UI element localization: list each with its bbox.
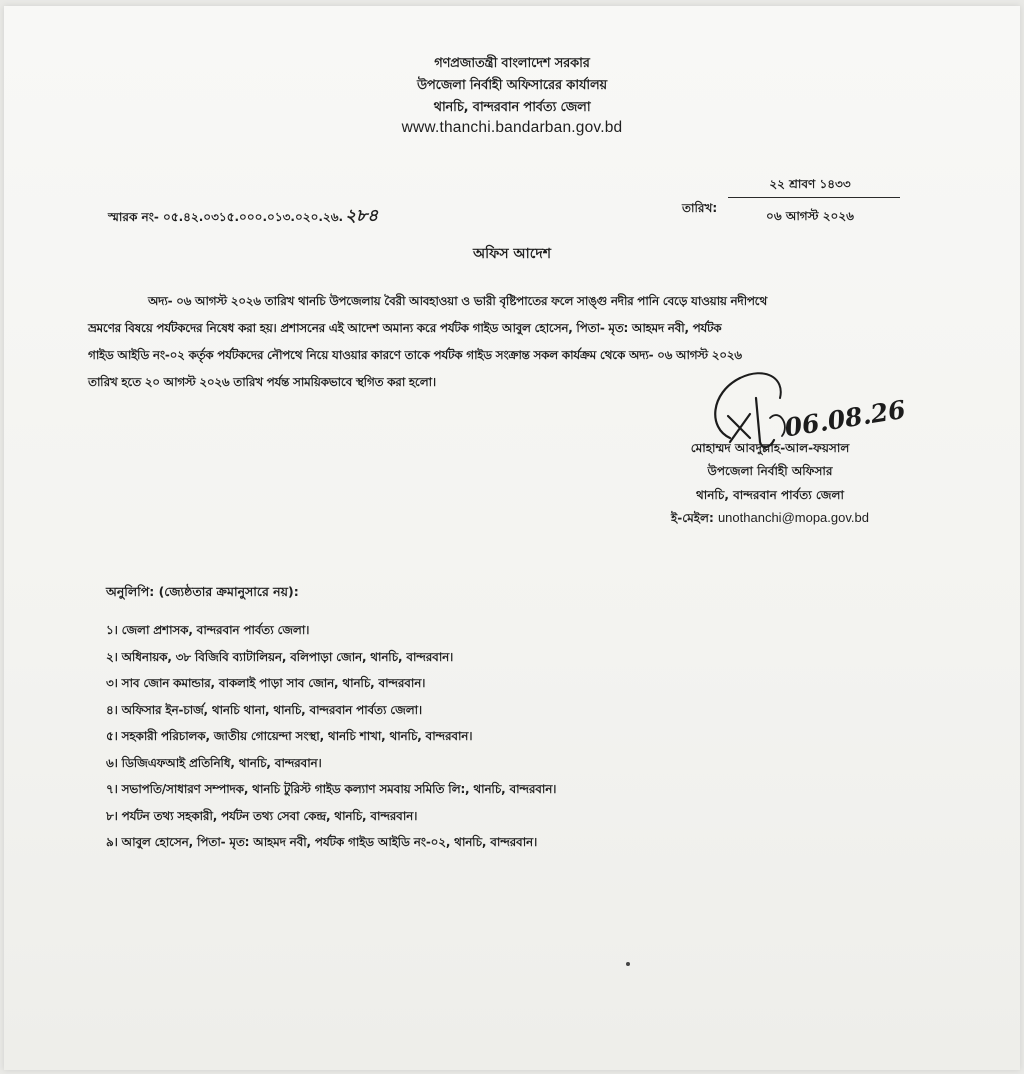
signatory-location: থানচি, বান্দরবান পার্বত্য জেলা — [696, 488, 844, 502]
copies-list — [106, 622, 556, 861]
date-label: তারিখ: — [682, 201, 718, 215]
body-line-3: গাইড আইডি নং-০২ কর্তৃক পর্যটকদের নৌপথে নিয়ে যাওয়ার কারণে তাকে পর্যটক গাইড সংক্রান্ত সকল কার্যক্রম থেকে অদ্য- ০৬ আগস্ট ২০২৬ — [88, 348, 742, 362]
list-item: ১। জেলা প্রশাসক, বান্দরবান পার্বত্য জেলা। — [106, 623, 310, 637]
email-address: unothanchi@mopa.gov.bd — [717, 510, 869, 525]
order-title: অফিস আদেশ — [472, 246, 552, 262]
document-page — [4, 6, 1020, 1070]
date-bangla: ২২ শ্রাবণ ১৪৩৩ — [769, 177, 851, 191]
date-english: ০৬ আগস্ট ২০২৬ — [766, 209, 854, 223]
list-item: ৬। ডিজিএফআই প্রতিনিধি, থানচি, বান্দরবান। — [106, 755, 322, 770]
list-item: ৯। আবুল হোসেন, পিতা- মৃত: আহমদ নবী, পর্যটক গাইড আইডি নং-০২, থানচি, বান্দরবান। — [106, 835, 538, 849]
signatory-name: মোহাম্মদ আবদুল্লাহ-আল-ফয়সাল — [690, 441, 850, 455]
list-item: ৮। পর্যটন তথ্য সহকারী, পর্যটন তথ্য সেবা কেন্দ্র, থানচি, বান্দরবান। — [106, 808, 418, 823]
list-item: ৪। অফিসার ইন-চার্জ, থানচি থানা, থানচি, বান্দরবান পার্বত্য জেলা। — [106, 702, 423, 717]
signatory-email — [640, 510, 900, 530]
memo-number — [108, 203, 378, 231]
header-website: www.thanchi.bandarban.gov.bd — [401, 119, 623, 136]
body-line-4: তারিখ হতে ২০ আগস্ট ২০২৬ তারিখ পর্যন্ত সাময়িকভাবে স্থগিত করা হলো। — [88, 375, 436, 389]
copies-title: অনুলিপি: (জ্যেষ্ঠতার ক্রমানুসারে নয়): — [106, 584, 299, 599]
date-divider — [728, 197, 900, 198]
list-item: ২। অধিনায়ক, ৩৮ বিজিবি ব্যাটালিয়ন, বলিপাড়া জোন, থানচি, বান্দরবান। — [106, 649, 454, 664]
email-label: ই-মেইল: — [671, 511, 714, 525]
header-location: থানচি, বান্দরবান পার্বত্য জেলা — [433, 100, 591, 115]
list-item: ৭। সভাপতি/সাধারণ সম্পাদক, থানচি টুরিস্ট গাইড কল্যাণ সমবায় সমিতি লি:, থানচি, বান্দরবান। — [106, 782, 557, 796]
signatory-designation: উপজেলা নির্বাহী অফিসার — [707, 464, 833, 478]
body-line-2: ভ্রমণের বিষয়ে পর্যটকদের নিষেধ করা হয়। প্রশাসনের এই আদেশ অমান্য করে পর্যটক গাইড আবুল হোসেন, পিতা- মৃত: আহমদ নবী, পর্যটক — [88, 321, 722, 335]
header-office: উপজেলা নির্বাহী অফিসারের কার্যালয় — [417, 78, 607, 93]
memo-number-printed: স্মারক নং- ০৫.৪২.০৩১৫.০০০.০১৩.০২০.২৬. — [108, 210, 344, 224]
list-item: ৫। সহকারী পরিচালক, জাতীয় গোয়েন্দা সংস্থা, থানচি শাখা, থানচি, বান্দরবান। — [106, 729, 473, 743]
ink-dot — [626, 962, 630, 966]
body-line-1: অদ্য- ০৬ আগস্ট ২০২৬ তারিখ থানচি উপজেলায় বৈরী আবহাওয়া ও ভারী বৃষ্টিপাতের ফলে সাঙ্গু নদীর পানি বেড়ে যাওয়ায় নদীপথে — [148, 294, 767, 308]
handwritten-date: 06.08.26 — [782, 394, 908, 443]
header-government: গণপ্রজাতন্ত্রী বাংলাদেশ সরকার — [434, 56, 590, 71]
memo-number-handwritten: ২৮৪ — [345, 206, 379, 226]
list-item: ৩। সাব জোন কমান্ডার, বাকলাই পাড়া সাব জোন, থানচি, বান্দরবান। — [106, 676, 426, 690]
